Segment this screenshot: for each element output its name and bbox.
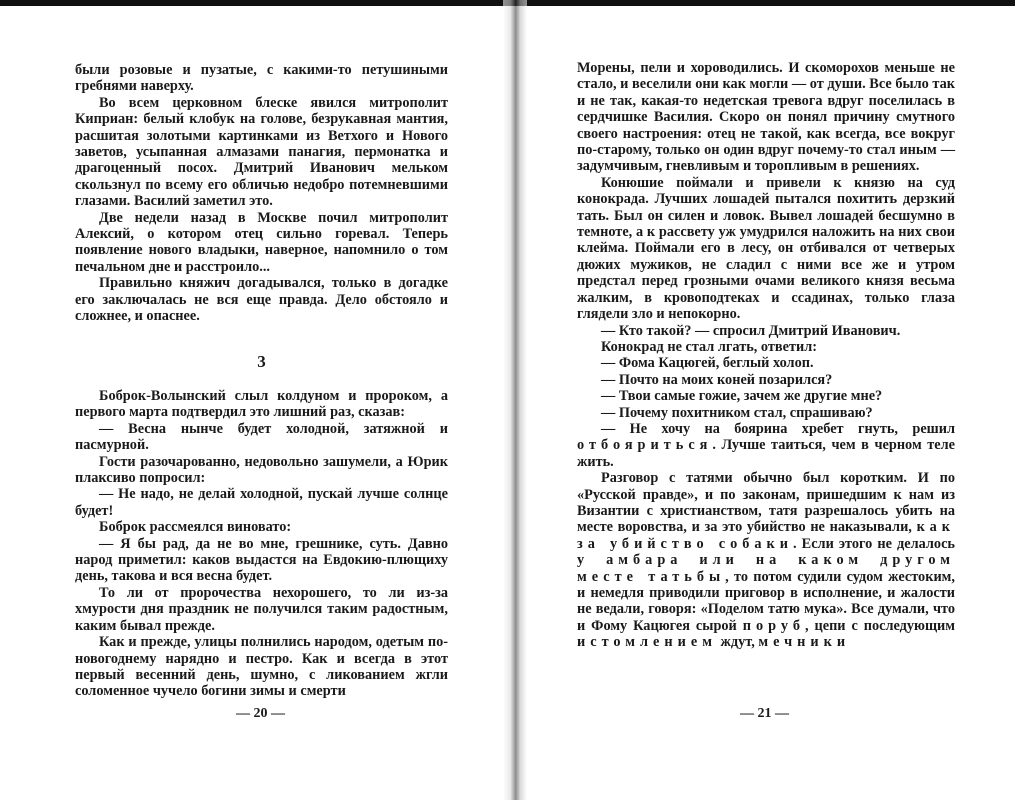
text-run: , цепи с последующим [804, 617, 956, 634]
spaced-text-run: мечники [758, 634, 851, 651]
paragraph: — Кто такой? — спросил Дмитрий Иванович. [601, 322, 901, 339]
paragraph: Боброк рассмеялся виновато: [99, 519, 292, 536]
paragraph: Как и прежде, улицы полнились народом, одетым по-новогоднему нарядно и пестро. Как и всегда в этот первый весенний день, шумно, с ликованием жгли соломенное чучело богини зимы и смерти [75, 634, 448, 700]
paragraph: — Твои самые гожие, зачем же другие мне? [601, 388, 883, 405]
left-page [0, 0, 505, 800]
paragraph: Конокрад не стал лгать, ответил: [601, 338, 818, 355]
paragraph-final [577, 470, 955, 650]
paragraph: Морены, пели и хороводились. И скоморохов меньше не стало, и веселили они как могли — от души. Все было так и не так, какая-то недетская тревога вдруг поселилась в сердчишке Василия. Скоро он понял причину смутного своего настроения: отец не такой, как всегда, все вокруг по-старому, только он один вдруг почему-то стал иным — задумчивым, гневливым и торопливым в решениях. [577, 60, 955, 175]
paragraph: Гости разочарованно, недовольно зашумели, а Юрик плаксиво попросил: [75, 453, 448, 487]
right-page [520, 0, 1015, 800]
paragraph: То ли от пророчества нехорошего, то ли из-за хмурости дня праздник не получился таким радостным, каким бывал прежде. [75, 584, 448, 634]
paragraph: — Я бы рад, да не во мне, грешнике, суть. Давно народ приметил: каков выдастся на Евдокию-плющиху день, такова и вся весна будет. [75, 535, 448, 585]
text-run: — Не хочу на боярина хребет гнуть, решил [601, 420, 955, 437]
text-run: Разговор с татями обычно был коротким. И по «Русской правде», и по законам, пришедшим к нам из Византии с христианством, татя разрешалось убить на месте воровства, и за это убийство не наказывали, [577, 470, 955, 536]
paragraph: — Не надо, не делай холодной, пускай лучше солнце будет! [75, 486, 448, 519]
text-run: . Лучше таиться, чем в черном теле жить. [577, 437, 955, 470]
spaced-text-run: истомлением [577, 634, 717, 651]
paragraph: Во всем церковном блеске явился митрополит Киприан: белый клобук на голове, безрукавная мантия, расшитая золотыми картинками из Ветхого и Нового заветов, усыпанная алмазами панагия, пермонатка и драгоценный посох. Дмитрий Иванович мельком скользнул по всему его обличью недобро потемневшими глазами. Василий заметил это. [75, 94, 448, 210]
page-number: — 20 — [236, 706, 285, 721]
paragraph: были розовые и пузатые, с какими-то петушиными гребнями наверху. [75, 62, 448, 95]
paragraph: Боброк-Волынский слыл колдуном и пророком, а первого марта подтвердил это лишний раз, сказав: [75, 388, 448, 421]
left-page-body [75, 62, 448, 325]
paragraph-dialog-last [577, 421, 955, 470]
paragraph: — Весна нынче будет холодной, затяжной и пасмурной. [75, 420, 448, 454]
page-number: — 21 — [740, 706, 789, 721]
spaced-text-run: поруб [742, 617, 805, 634]
spaced-text-run: как за убийство собаки [577, 519, 955, 552]
paragraph: — Почему похитником стал, спрашиваю? [601, 404, 873, 421]
text-run: . Если этого не делалось [793, 535, 955, 552]
text-run: , то потом судили судом жестоким, и немедля приводили приговор в исполнение, и жалости не ведали, говоря: «Поделом татю мука». Все думали, что и Фому Кацюгея сырой [577, 568, 955, 634]
text-run: ждут, [716, 634, 759, 651]
left-page-body-after-chapter [75, 388, 448, 700]
right-page-body [577, 60, 955, 651]
spaced-text-run: отбояриться [577, 437, 713, 454]
paragraph: — Фома Кацюгей, беглый холоп. [601, 355, 814, 372]
paragraph: — Почто на моих коней позарился? [601, 371, 833, 388]
chapter-number: 3 [257, 352, 266, 371]
paragraph: Две недели назад в Москве почил митрополит Алексий, о котором отец сильно горевал. Теперь появление нового владыки, наверное, напомнило о том печальном дне и расстроило... [75, 209, 448, 275]
paragraph: Конюшие поймали и привели к князю на суд конокрада. Лучших лошадей пытался похитить дерзкий тать. Был он силен и ловок. Вывел лошадей бесшумно в темноте, а к рассвету уж умудрился наложить на них свои клейма. Поймали его в лесу, он отбивался от четверых дюжих мужиков, не сладил с ними все же и утром предстал перед грозными очами великого князя весьма жалким, в кровоподтеках и ссадинах, только глаза глядели зло и непокорно. [577, 174, 955, 323]
paragraph: Правильно княжич догадывался, только в догадке его заключалась не вся еще правда. Дело обстояло и сложнее, и опаснее. [75, 275, 448, 325]
spaced-text-run: у амбара или на каком другом месте татьбы [577, 552, 955, 585]
